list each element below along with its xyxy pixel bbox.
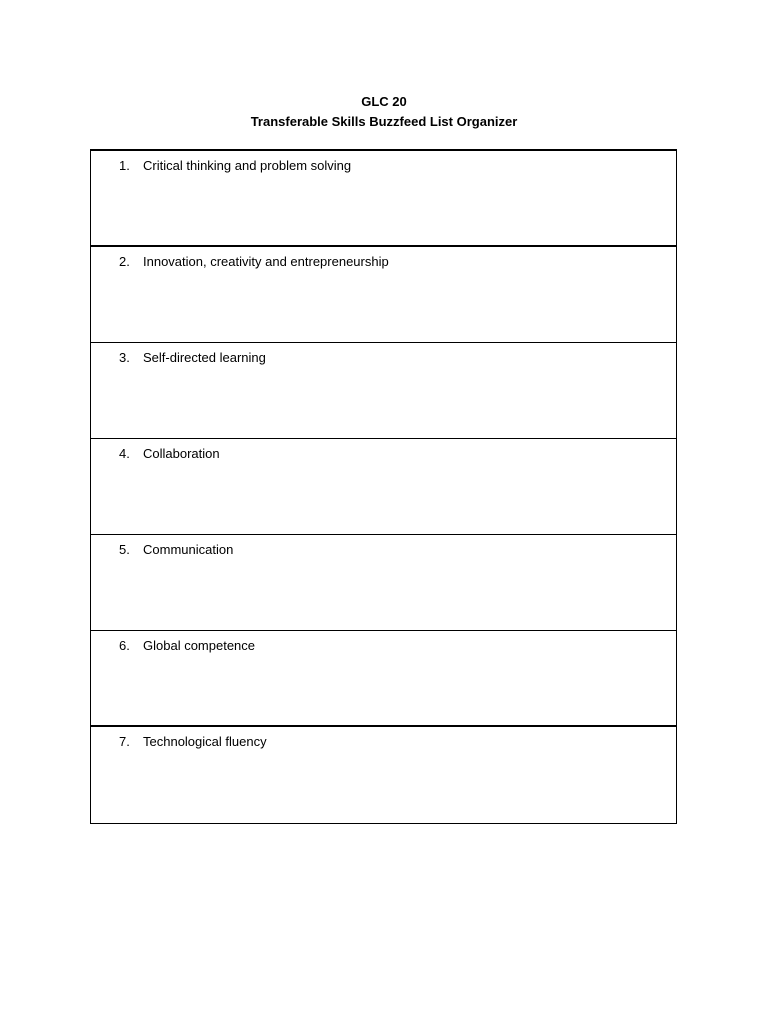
skill-row-7[interactable] [91, 727, 676, 823]
skill-number: 2. [119, 254, 130, 269]
skill-label: Innovation, creativity and entrepreneurship [143, 254, 389, 269]
skill-label: Critical thinking and problem solving [143, 158, 352, 173]
skill-label: Global competence [143, 638, 256, 653]
skill-row-6[interactable] [91, 631, 676, 727]
skill-number: 1. [119, 158, 130, 173]
skill-label: Self-directed learning [143, 350, 266, 365]
skill-number: 4. [119, 446, 130, 461]
skill-label: Technological fluency [143, 734, 267, 749]
skill-row-3[interactable] [91, 343, 676, 439]
skills-organizer-table [90, 149, 677, 824]
skill-number: 3. [119, 350, 130, 365]
document-header [0, 92, 768, 132]
skill-label: Communication [143, 542, 234, 557]
skill-number: 7. [119, 734, 130, 749]
skill-label: Collaboration [143, 446, 220, 461]
course-code: GLC 20 [361, 94, 407, 109]
page-title: Transferable Skills Buzzfeed List Organizer [250, 114, 518, 129]
skill-row-2[interactable] [91, 247, 676, 343]
skill-row-1[interactable] [91, 151, 676, 247]
skill-number: 5. [119, 542, 130, 557]
skill-number: 6. [119, 638, 130, 653]
skill-row-5[interactable] [91, 535, 676, 631]
skill-row-4[interactable] [91, 439, 676, 535]
